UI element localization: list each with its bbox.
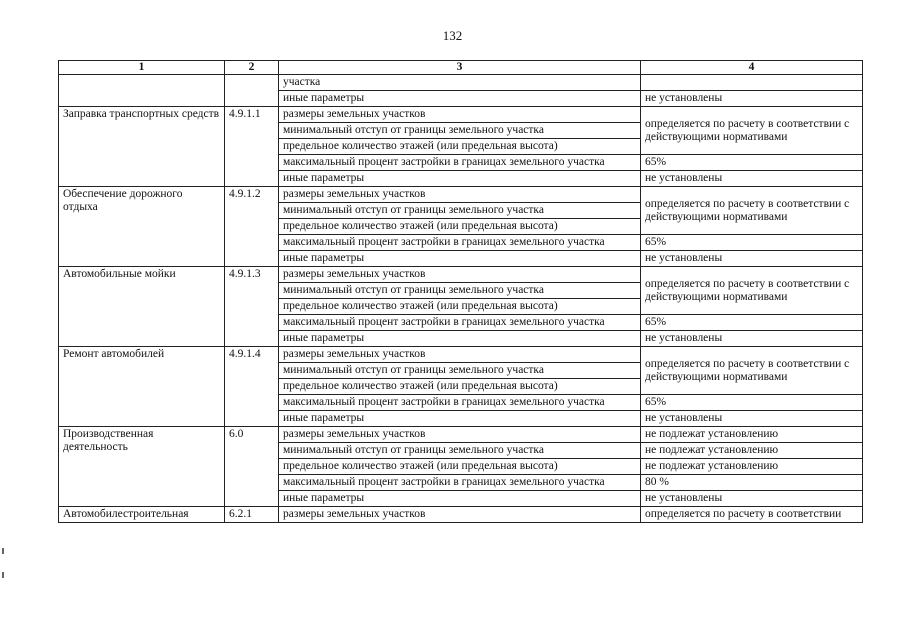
parameter-name: предельное количество этажей (или предельная высота): [279, 219, 641, 235]
page-number: 132: [442, 28, 463, 43]
use-type-name: Автомобилестроительная: [59, 507, 225, 523]
use-type-name: [59, 75, 225, 107]
parameter-name: минимальный отступ от границы земельного участка: [279, 123, 641, 139]
use-type-code: 4.9.1.4: [225, 347, 279, 427]
parameter-name: минимальный отступ от границы земельного участка: [279, 283, 641, 299]
header-cell-3: 3: [279, 61, 641, 75]
parameter-value: не подлежат установлению: [641, 427, 863, 443]
parameter-name: иные параметры: [279, 411, 641, 427]
parameter-name: размеры земельных участков: [279, 427, 641, 443]
parameter-name: минимальный отступ от границы земельного участка: [279, 203, 641, 219]
parameter-name: иные параметры: [279, 91, 641, 107]
parameter-name: предельное количество этажей (или предельная высота): [279, 139, 641, 155]
use-type-code: 4.9.1.2: [225, 187, 279, 267]
parameter-name: иные параметры: [279, 331, 641, 347]
parameter-name: максимальный процент застройки в границах земельного участка: [279, 475, 641, 491]
parameter-name: предельное количество этажей (или предельная высота): [279, 299, 641, 315]
parameter-name: максимальный процент застройки в границах земельного участка: [279, 235, 641, 251]
parameter-name: иные параметры: [279, 251, 641, 267]
parameter-name: предельное количество этажей (или предельная высота): [279, 459, 641, 475]
parameter-value: определяется по расчету в соответствии: [641, 507, 863, 523]
parameter-name: размеры земельных участков: [279, 187, 641, 203]
use-type-code: 4.9.1.1: [225, 107, 279, 187]
parameter-name: участка: [279, 75, 641, 91]
parameter-value: не установлены: [641, 331, 863, 347]
parameter-value: 65%: [641, 155, 863, 171]
parameter-value: определяется по расчету в соответствии с действующими нормативами: [641, 267, 863, 315]
parameter-value: 65%: [641, 315, 863, 331]
parameter-value: не установлены: [641, 491, 863, 507]
table-row: [59, 107, 863, 123]
parameter-value: [641, 75, 863, 91]
use-type-name: Обеспечение дорожного отдыха: [59, 187, 225, 267]
parameter-value: не установлены: [641, 171, 863, 187]
use-type-name: Заправка транспортных средств: [59, 107, 225, 187]
use-type-code: 4.9.1.3: [225, 267, 279, 347]
parameter-value: не установлены: [641, 251, 863, 267]
header-cell-2: 2: [225, 61, 279, 75]
parameter-value: 80 %: [641, 475, 863, 491]
parameter-value: не подлежат установлению: [641, 459, 863, 475]
parameter-name: максимальный процент застройки в границах земельного участка: [279, 395, 641, 411]
parameter-name: минимальный отступ от границы земельного участка: [279, 443, 641, 459]
use-type-name: Автомобильные мойки: [59, 267, 225, 347]
parameter-name: размеры земельных участков: [279, 267, 641, 283]
use-type-code: 6.0: [225, 427, 279, 507]
parameter-value: определяется по расчету в соответствии с действующими нормативами: [641, 187, 863, 235]
parameter-name: иные параметры: [279, 171, 641, 187]
use-type-name: Ремонт автомобилей: [59, 347, 225, 427]
header-cell-1: 1: [59, 61, 225, 75]
table-row: [59, 187, 863, 203]
parameter-value: 65%: [641, 395, 863, 411]
parameter-value: 65%: [641, 235, 863, 251]
page-edge-mark: [2, 548, 4, 554]
parameter-name: размеры земельных участков: [279, 507, 641, 523]
parameter-value: не подлежат установлению: [641, 443, 863, 459]
header-row: [59, 61, 863, 75]
page-edge-mark: [2, 572, 4, 578]
use-type-code: [225, 75, 279, 107]
parameter-name: максимальный процент застройки в границах земельного участка: [279, 315, 641, 331]
table-row: [59, 267, 863, 283]
parameter-value: определяется по расчету в соответствии с действующими нормативами: [641, 107, 863, 155]
parameter-name: размеры земельных участков: [279, 107, 641, 123]
parameter-name: максимальный процент застройки в границах земельного участка: [279, 155, 641, 171]
parameter-value: определяется по расчету в соответствии с действующими нормативами: [641, 347, 863, 395]
table-row: [59, 75, 863, 91]
parameter-name: иные параметры: [279, 491, 641, 507]
table-row: [59, 427, 863, 443]
use-type-code: 6.2.1: [225, 507, 279, 523]
table-row: [59, 507, 863, 523]
table-row: [59, 347, 863, 363]
parameter-value: не установлены: [641, 91, 863, 107]
parameter-name: минимальный отступ от границы земельного участка: [279, 363, 641, 379]
parameter-name: размеры земельных участков: [279, 347, 641, 363]
parameter-name: предельное количество этажей (или предельная высота): [279, 379, 641, 395]
land-use-parameters-table: [58, 60, 863, 523]
header-cell-4: 4: [641, 61, 863, 75]
parameter-value: не установлены: [641, 411, 863, 427]
use-type-name: Производственная деятельность: [59, 427, 225, 507]
